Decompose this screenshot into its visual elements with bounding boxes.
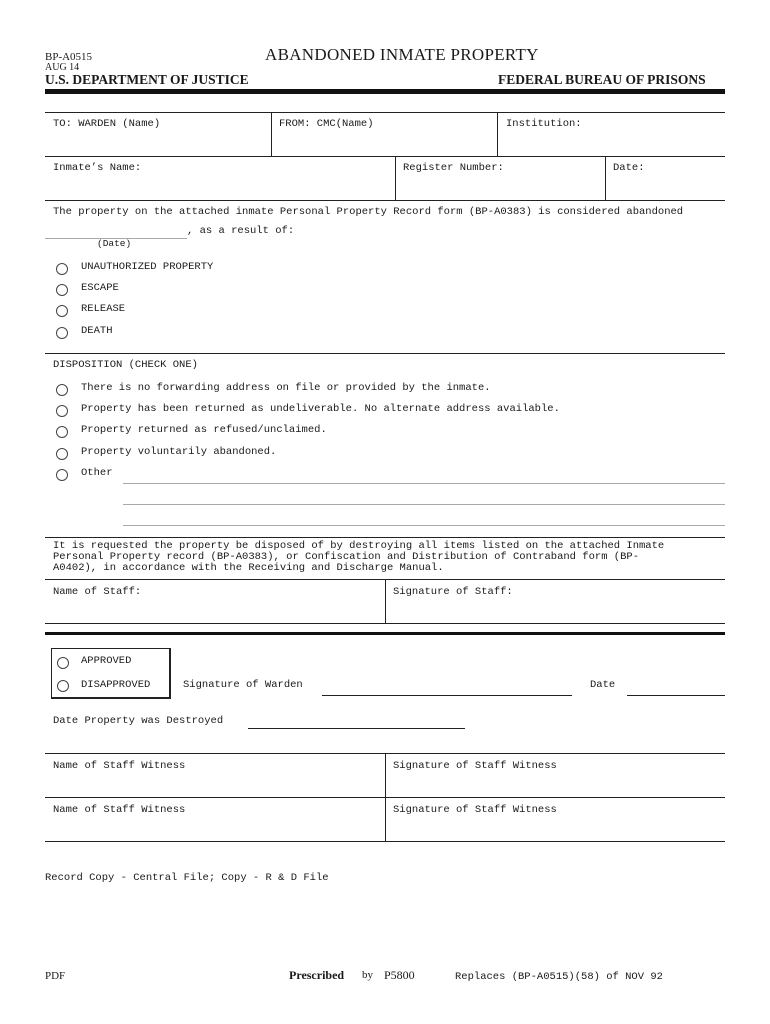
reason-escape-radio[interactable]: [56, 284, 68, 296]
witness-1-name-field[interactable]: Name of Staff Witness: [53, 760, 186, 772]
warden-date-line[interactable]: [627, 695, 725, 696]
approval-section-rule: [45, 632, 725, 635]
from-cmc-field[interactable]: FROM: CMC(Name): [279, 118, 374, 130]
bureau-name: FEDERAL BUREAU OF PRISONS: [498, 72, 706, 87]
row2-bottom-border: [45, 200, 725, 201]
request-line-3: A0402), in accordance with the Receiving and Discharge Manual.: [53, 562, 444, 574]
institution-field[interactable]: Institution:: [506, 118, 582, 130]
disposition-other-radio[interactable]: [56, 469, 68, 481]
row1-bottom-border: [45, 156, 725, 157]
date-caption: (Date): [97, 238, 132, 249]
disposition-heading: DISPOSITION (CHECK ONE): [53, 359, 198, 371]
request-line-1: It is requested the property be disposed of by destroying all items listed on the attached Inmate: [53, 540, 665, 552]
to-warden-field[interactable]: TO: WARDEN (Name): [53, 118, 161, 130]
row1-divider-1: [271, 112, 272, 156]
disposition-no-address-radio[interactable]: [56, 384, 68, 396]
result-text: , as a result of:: [187, 225, 295, 237]
disposition-option-label: Property voluntarily abandoned.: [81, 446, 277, 458]
reason-label: RELEASE: [81, 303, 126, 315]
reason-release-radio[interactable]: [56, 305, 68, 317]
prescribed-code: P5800: [384, 968, 415, 982]
destroyed-date-line[interactable]: [248, 728, 465, 729]
disposition-abandoned-radio[interactable]: [56, 448, 68, 460]
row2-divider-1: [395, 156, 396, 200]
request-top-border: [45, 537, 725, 538]
disapproved-label: DISAPPROVED: [81, 679, 151, 691]
reason-death-radio[interactable]: [56, 327, 68, 339]
record-copy-note: Record Copy - Central File; Copy - R & D File: [45, 872, 329, 884]
warden-date-label: Date: [590, 679, 616, 691]
witness-1-signature-field[interactable]: Signature of Staff Witness: [393, 760, 557, 772]
other-line-2[interactable]: [123, 504, 725, 505]
replaces-note: Replaces (BP-A0515)(58) of NOV 92: [455, 971, 663, 983]
reason-label: UNAUTHORIZED PROPERTY: [81, 261, 214, 273]
reason-label: DEATH: [81, 325, 113, 337]
disposition-option-label: There is no forwarding address on file or provided by the inmate.: [81, 382, 491, 394]
row1-top-border: [45, 112, 725, 113]
witness-table-bottom-border: [45, 841, 725, 842]
prescribed-label: Prescribed: [289, 968, 345, 982]
prescribed-by: by: [362, 969, 373, 981]
staff-signature-field[interactable]: Signature of Staff:: [393, 586, 513, 598]
witness-row-divider: [45, 797, 725, 798]
disapproved-radio[interactable]: [57, 680, 69, 692]
warden-signature-line[interactable]: [322, 695, 572, 696]
approved-radio[interactable]: [57, 657, 69, 669]
witness-2-signature-field[interactable]: Signature of Staff Witness: [393, 804, 557, 816]
disposition-undeliverable-radio[interactable]: [56, 405, 68, 417]
form-number: BP-A0515: [45, 51, 93, 63]
row2-divider-2: [605, 156, 606, 200]
disposition-option-label: Other: [81, 467, 113, 479]
date-field[interactable]: Date:: [613, 162, 645, 174]
row1-divider-2: [497, 112, 498, 156]
property-statement: The property on the attached inmate Personal Property Record form (BP-A0383) is considered abandoned: [53, 206, 684, 218]
register-number-field[interactable]: Register Number:: [403, 162, 504, 174]
destroyed-date-label: Date Property was Destroyed: [53, 715, 224, 727]
form-date: AUG 14: [45, 62, 80, 73]
disposition-option-label: Property returned as refused/unclaimed.: [81, 424, 327, 436]
reason-unauthorized-radio[interactable]: [56, 263, 68, 275]
header-rule: [45, 89, 725, 94]
request-line-2: Personal Property record (BP-A0383), or Confiscation and Distribution of Contraband form (BP-: [53, 551, 639, 563]
other-line-3[interactable]: [123, 525, 725, 526]
approved-label: APPROVED: [81, 655, 132, 667]
disposition-top-border: [45, 353, 725, 354]
staff-row-bottom-border: [45, 623, 725, 624]
staff-name-field[interactable]: Name of Staff:: [53, 586, 142, 598]
staff-row-divider: [385, 579, 386, 623]
pdf-label: PDF: [45, 970, 66, 982]
disposition-refused-radio[interactable]: [56, 426, 68, 438]
inmate-name-field[interactable]: Inmate’s Name:: [53, 162, 142, 174]
other-line-1[interactable]: [123, 483, 725, 484]
form-title: ABANDONED INMATE PROPERTY: [265, 45, 539, 64]
reason-label: ESCAPE: [81, 282, 119, 294]
witness-2-name-field[interactable]: Name of Staff Witness: [53, 804, 186, 816]
warden-signature-label: Signature of Warden: [183, 679, 303, 691]
department-name: U.S. DEPARTMENT OF JUSTICE: [45, 72, 249, 87]
disposition-option-label: Property has been returned as undeliverable. No alternate address available.: [81, 403, 560, 415]
